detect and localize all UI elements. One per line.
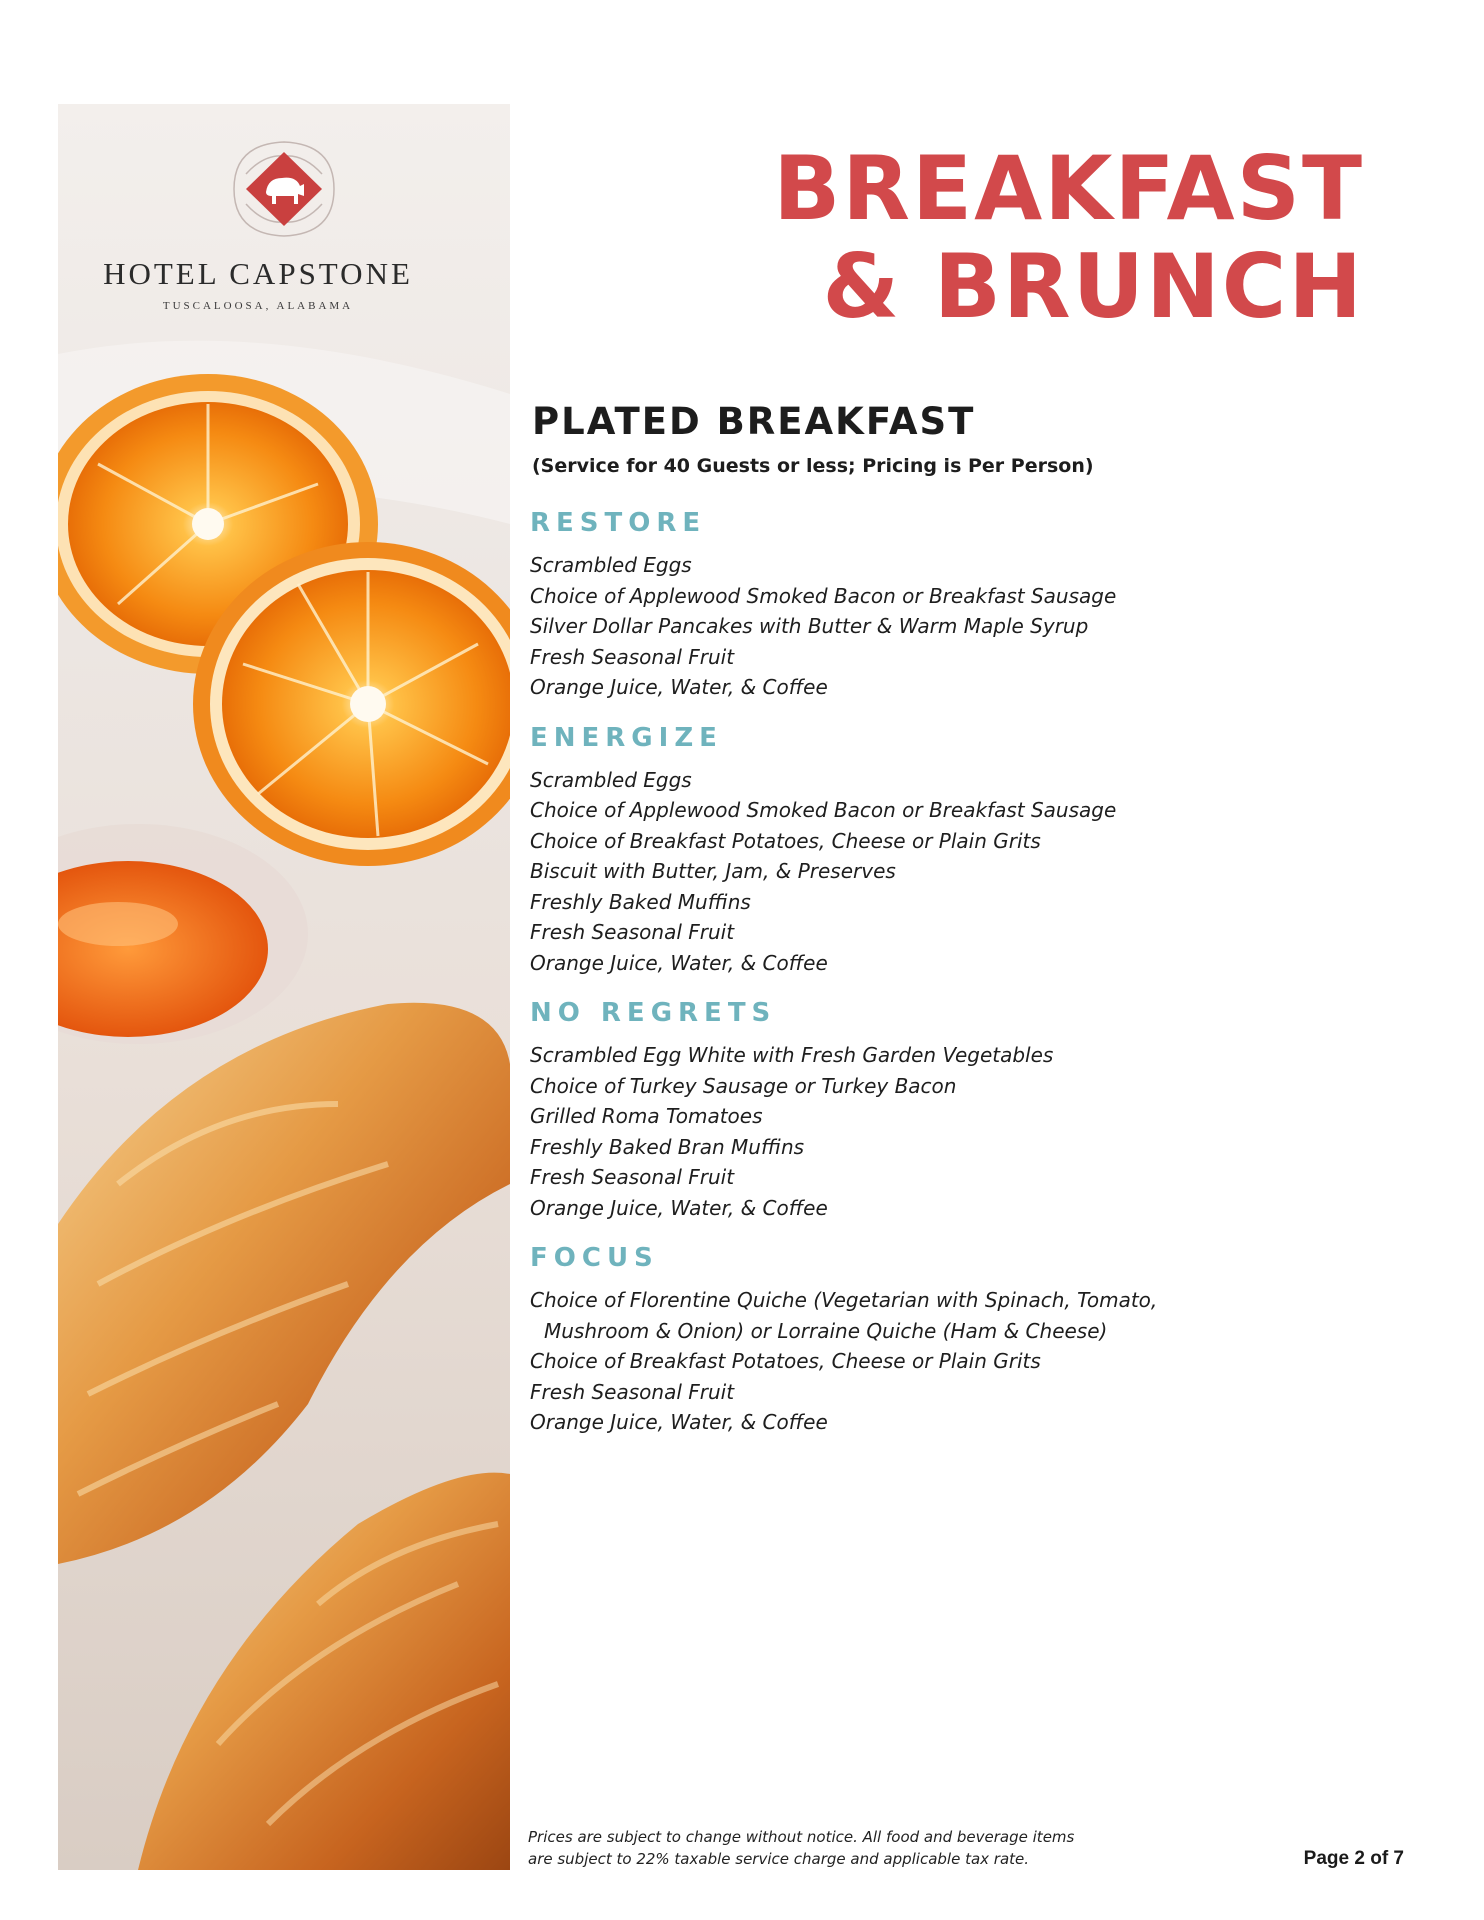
menu-item: Orange Juice, Water, & Coffee: [530, 1195, 828, 1220]
hotel-location: TUSCALOOSA, ALABAMA: [162, 300, 354, 312]
menu-item: Scrambled Egg White with Fresh Garden Vegetables: [530, 1043, 1054, 1067]
menu-name: ENERGIZE: [530, 722, 723, 753]
menu-item: Choice of Breakfast Potatoes, Cheese or Plain Grits: [530, 828, 1041, 853]
title-line-2: & BRUNCH: [822, 235, 1364, 338]
elephant-diamond-icon: [224, 134, 344, 244]
menu-list: [530, 508, 1290, 1458]
menu-item: Biscuit with Butter, Jam, & Preserves: [530, 859, 896, 883]
menu-item: Choice of Applewood Smoked Bacon or Breakfast Sausage: [530, 798, 1117, 822]
food-photo-panel: [58, 104, 510, 1870]
pricing-note-line-1: Prices are subject to change without notice. All food and beverage items: [528, 1828, 1075, 1846]
page-title: [773, 137, 1364, 338]
menu-item: Mushroom & Onion) or Lorraine Quiche (Ham & Cheese): [544, 1318, 1108, 1343]
menu-item: Fresh Seasonal Fruit: [530, 920, 735, 944]
menu-no-regrets: [530, 998, 1290, 1223]
menu-item: Fresh Seasonal Fruit: [530, 1379, 735, 1404]
menu-item: Choice of Turkey Sausage or Turkey Bacon: [530, 1073, 957, 1098]
page-number: Page 2 of 7: [1303, 1848, 1404, 1869]
menu-item: Grilled Roma Tomatoes: [530, 1104, 763, 1128]
section-heading: PLATED BREAKFAST: [532, 400, 976, 443]
menu-item: Fresh Seasonal Fruit: [530, 644, 735, 669]
menu-name: RESTORE: [530, 508, 707, 538]
pricing-note-line-2: are subject to 22% taxable service charge and applicable tax rate.: [528, 1850, 1030, 1868]
menu-item: Orange Juice, Water, & Coffee: [530, 950, 828, 975]
menu-item: Orange Juice, Water, & Coffee: [530, 675, 828, 699]
menu-item: Fresh Seasonal Fruit: [530, 1165, 735, 1189]
menu-item: Freshly Baked Muffins: [530, 889, 751, 914]
menu-item: Freshly Baked Bran Muffins: [530, 1134, 805, 1159]
menu-item: Silver Dollar Pancakes with Butter & Warm Maple Syrup: [530, 614, 1089, 638]
hotel-name: HOTEL CAPSTONE: [103, 256, 413, 291]
title-line-1: BREAKFAST: [773, 137, 1364, 240]
pricing-note: [528, 1826, 1168, 1870]
menu-energize: [530, 723, 1290, 979]
menu-name: NO REGRETS: [530, 998, 777, 1028]
section-subheading: (Service for 40 Guests or less; Pricing is Per Person): [532, 455, 1094, 477]
menu-item: Scrambled Eggs: [530, 767, 692, 792]
menu-item: Choice of Applewood Smoked Bacon or Breakfast Sausage: [530, 583, 1117, 608]
menu-item: Scrambled Eggs: [530, 553, 692, 577]
menu-item: Orange Juice, Water, & Coffee: [530, 1410, 828, 1434]
menu-focus: [530, 1243, 1290, 1438]
menu-item: Choice of Breakfast Potatoes, Cheese or Plain Grits: [530, 1349, 1041, 1373]
menu-item: Choice of Florentine Quiche (Vegetarian with Spinach, Tomato,: [530, 1288, 1158, 1312]
menu-restore: [530, 508, 1290, 703]
menu-name: FOCUS: [530, 1243, 659, 1273]
hotel-logo: [58, 124, 510, 384]
